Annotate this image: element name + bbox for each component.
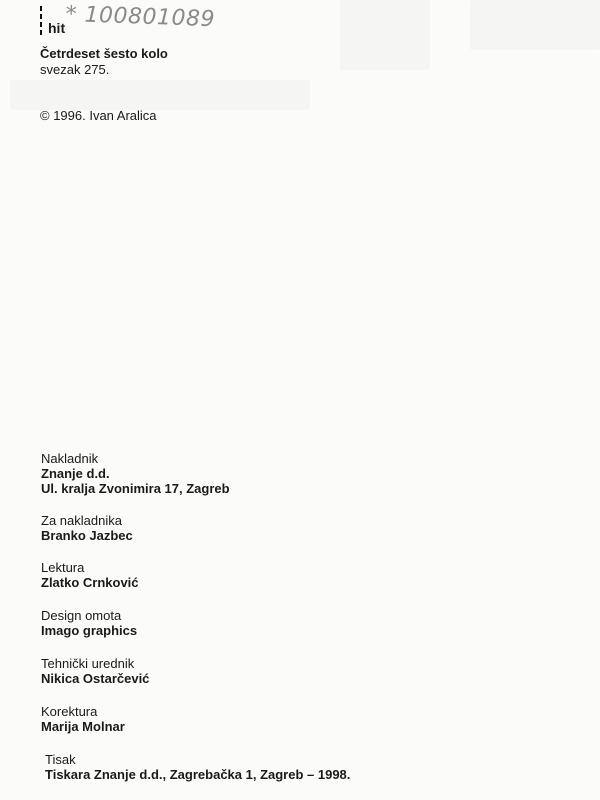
credit-name: Tiskara Znanje d.d., Zagrebačka 1, Zagreb – 1998. bbox=[45, 767, 351, 782]
credit-lektura bbox=[41, 560, 561, 590]
collection-info bbox=[40, 46, 168, 78]
series-name: hit bbox=[48, 20, 66, 36]
handwritten-inventory-number: * 100801089 bbox=[65, 2, 216, 33]
credit-role: Lektura bbox=[41, 560, 85, 575]
credit-name: Zlatko Crnković bbox=[41, 575, 139, 590]
credit-name: Nikica Ostarčević bbox=[41, 671, 150, 686]
credit-korektura bbox=[41, 704, 561, 734]
credit-role: Tehnički urednik bbox=[41, 656, 135, 671]
series-logo-bar bbox=[40, 6, 42, 36]
credit-design-omota bbox=[41, 608, 561, 638]
credit-role: Za nakladnika bbox=[41, 513, 122, 528]
copyright-line: © 1996. Ivan Aralica bbox=[40, 108, 157, 123]
credit-nakladnik bbox=[41, 451, 561, 496]
credit-role: Nakladnik bbox=[41, 451, 99, 466]
credit-tisak bbox=[41, 752, 561, 782]
credit-name: Branko Jazbec bbox=[41, 528, 133, 543]
bleed-through-shadow bbox=[340, 0, 430, 70]
bleed-through-shadow bbox=[10, 80, 310, 110]
credit-name: Marija Molnar bbox=[41, 719, 125, 734]
bleed-through-shadow bbox=[470, 0, 600, 50]
credit-role: Tisak bbox=[45, 752, 76, 767]
credit-name: Znanje d.d. bbox=[41, 466, 110, 481]
credit-role: Korektura bbox=[41, 704, 98, 719]
credit-tehnicki-urednik bbox=[41, 656, 561, 686]
collection-kolo: Četrdeset šesto kolo bbox=[40, 46, 168, 61]
credit-name: Imago graphics bbox=[41, 623, 138, 638]
collection-svezak: svezak 275. bbox=[40, 62, 110, 77]
credit-role: Design omota bbox=[41, 608, 122, 623]
credit-za-nakladnika bbox=[41, 513, 561, 543]
credits-list bbox=[41, 451, 561, 782]
credit-address: Ul. kralja Zvonimira 17, Zagreb bbox=[41, 481, 230, 496]
